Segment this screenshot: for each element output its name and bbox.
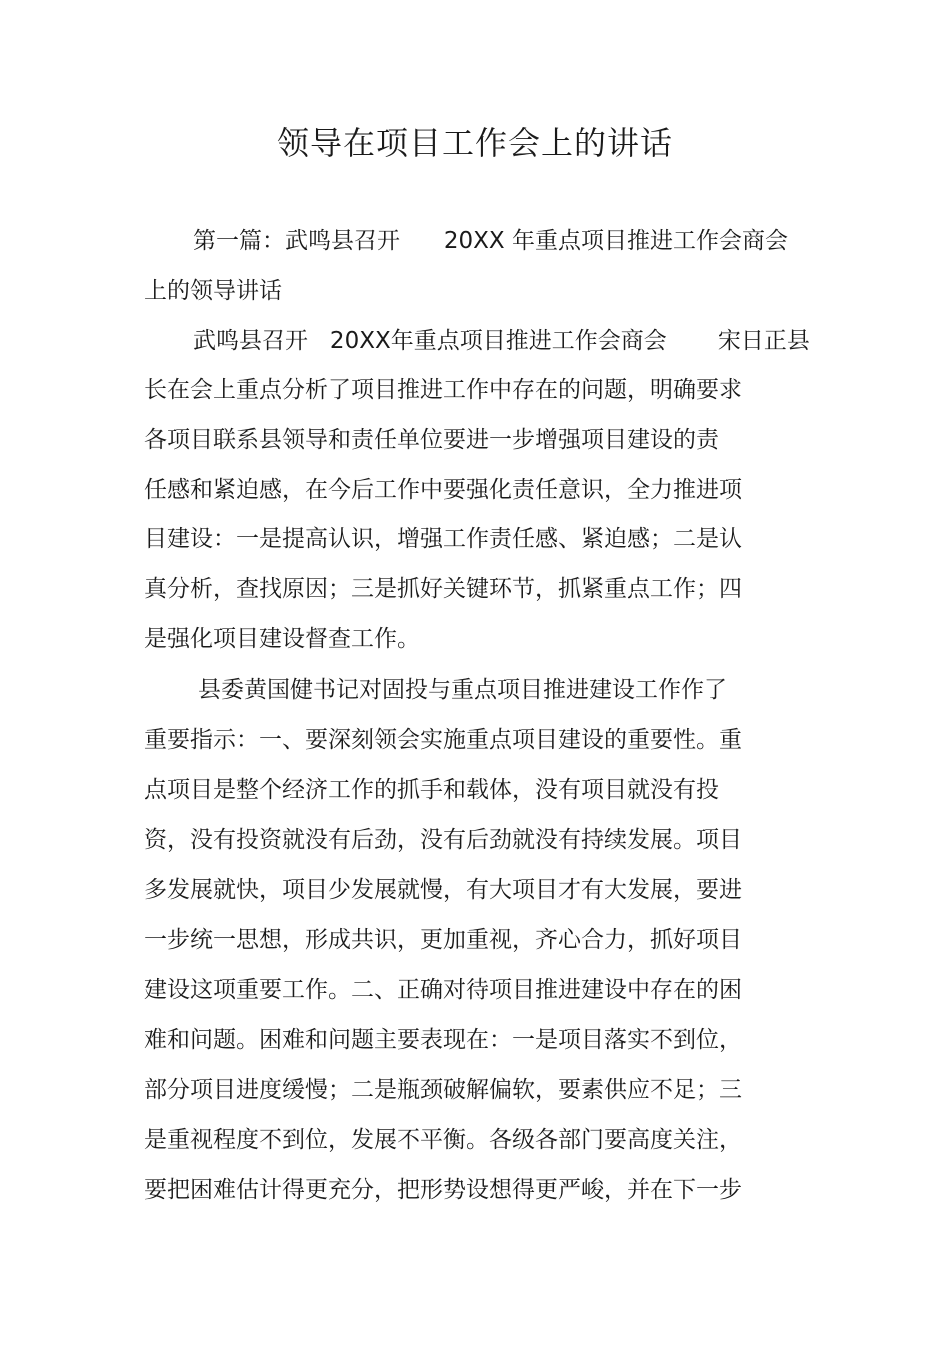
paragraph-line: 点项目是整个经济工作的抓手和载体，没有项目就没有投 [144, 777, 719, 803]
paragraph-line: 重要指示：一、要深刻领会实施重点项目建设的重要性。重 [144, 727, 742, 753]
paragraph-line: 上的领导讲话 [144, 278, 282, 304]
paragraph-line: 要把困难估计得更充分，把形势设想得更严峻，并在下一步 [144, 1177, 742, 1203]
paragraph-line: 武鸣县召开 20XX年重点项目推进工作会商会 宋日正县 [193, 328, 810, 354]
document-title: 领导在项目工作会上的讲话 [276, 124, 673, 162]
paragraph-line: 真分析，查找原因；三是抓好关键环节，抓紧重点工作；四 [144, 576, 742, 602]
paragraph-line: 难和问题。困难和问题主要表现在：一是项目落实不到位， [144, 1027, 742, 1053]
paragraph-line: 多发展就快，项目少发展就慢，有大项目才有大发展，要进 [144, 877, 742, 903]
paragraph-line: 是强化项目建设督查工作。 [144, 626, 420, 652]
paragraph-line: 资，没有投资就没有后劲，没有后劲就没有持续发展。项目 [144, 827, 742, 853]
paragraph-line: 各项目联系县领导和责任单位要进一步增强项目建设的责 [144, 427, 719, 453]
paragraph-line: 任感和紧迫感，在今后工作中要强化责任意识，全力推进项 [144, 477, 742, 503]
paragraph-line: 第一篇：武鸣县召开 20XX 年重点项目推进工作会商会 [193, 228, 788, 254]
paragraph-line: 部分项目进度缓慢；二是瓶颈破解偏软，要素供应不足；三 [144, 1077, 742, 1103]
paragraph-line: 长在会上重点分析了项目推进工作中存在的问题，明确要求 [144, 377, 742, 403]
paragraph-line: 建设这项重要工作。二、正确对待项目推进建设中存在的困 [144, 977, 742, 1003]
paragraph-line: 县委黄国健书记对固投与重点项目推进建设工作作了 [198, 677, 727, 703]
paragraph-line: 是重视程度不到位，发展不平衡。各级各部门要高度关注， [144, 1127, 742, 1153]
paragraph-line: 目建设：一是提高认识，增强工作责任感、紧迫感；二是认 [144, 526, 742, 552]
paragraph-line: 一步统一思想，形成共识，更加重视，齐心合力，抓好项目 [144, 927, 742, 953]
